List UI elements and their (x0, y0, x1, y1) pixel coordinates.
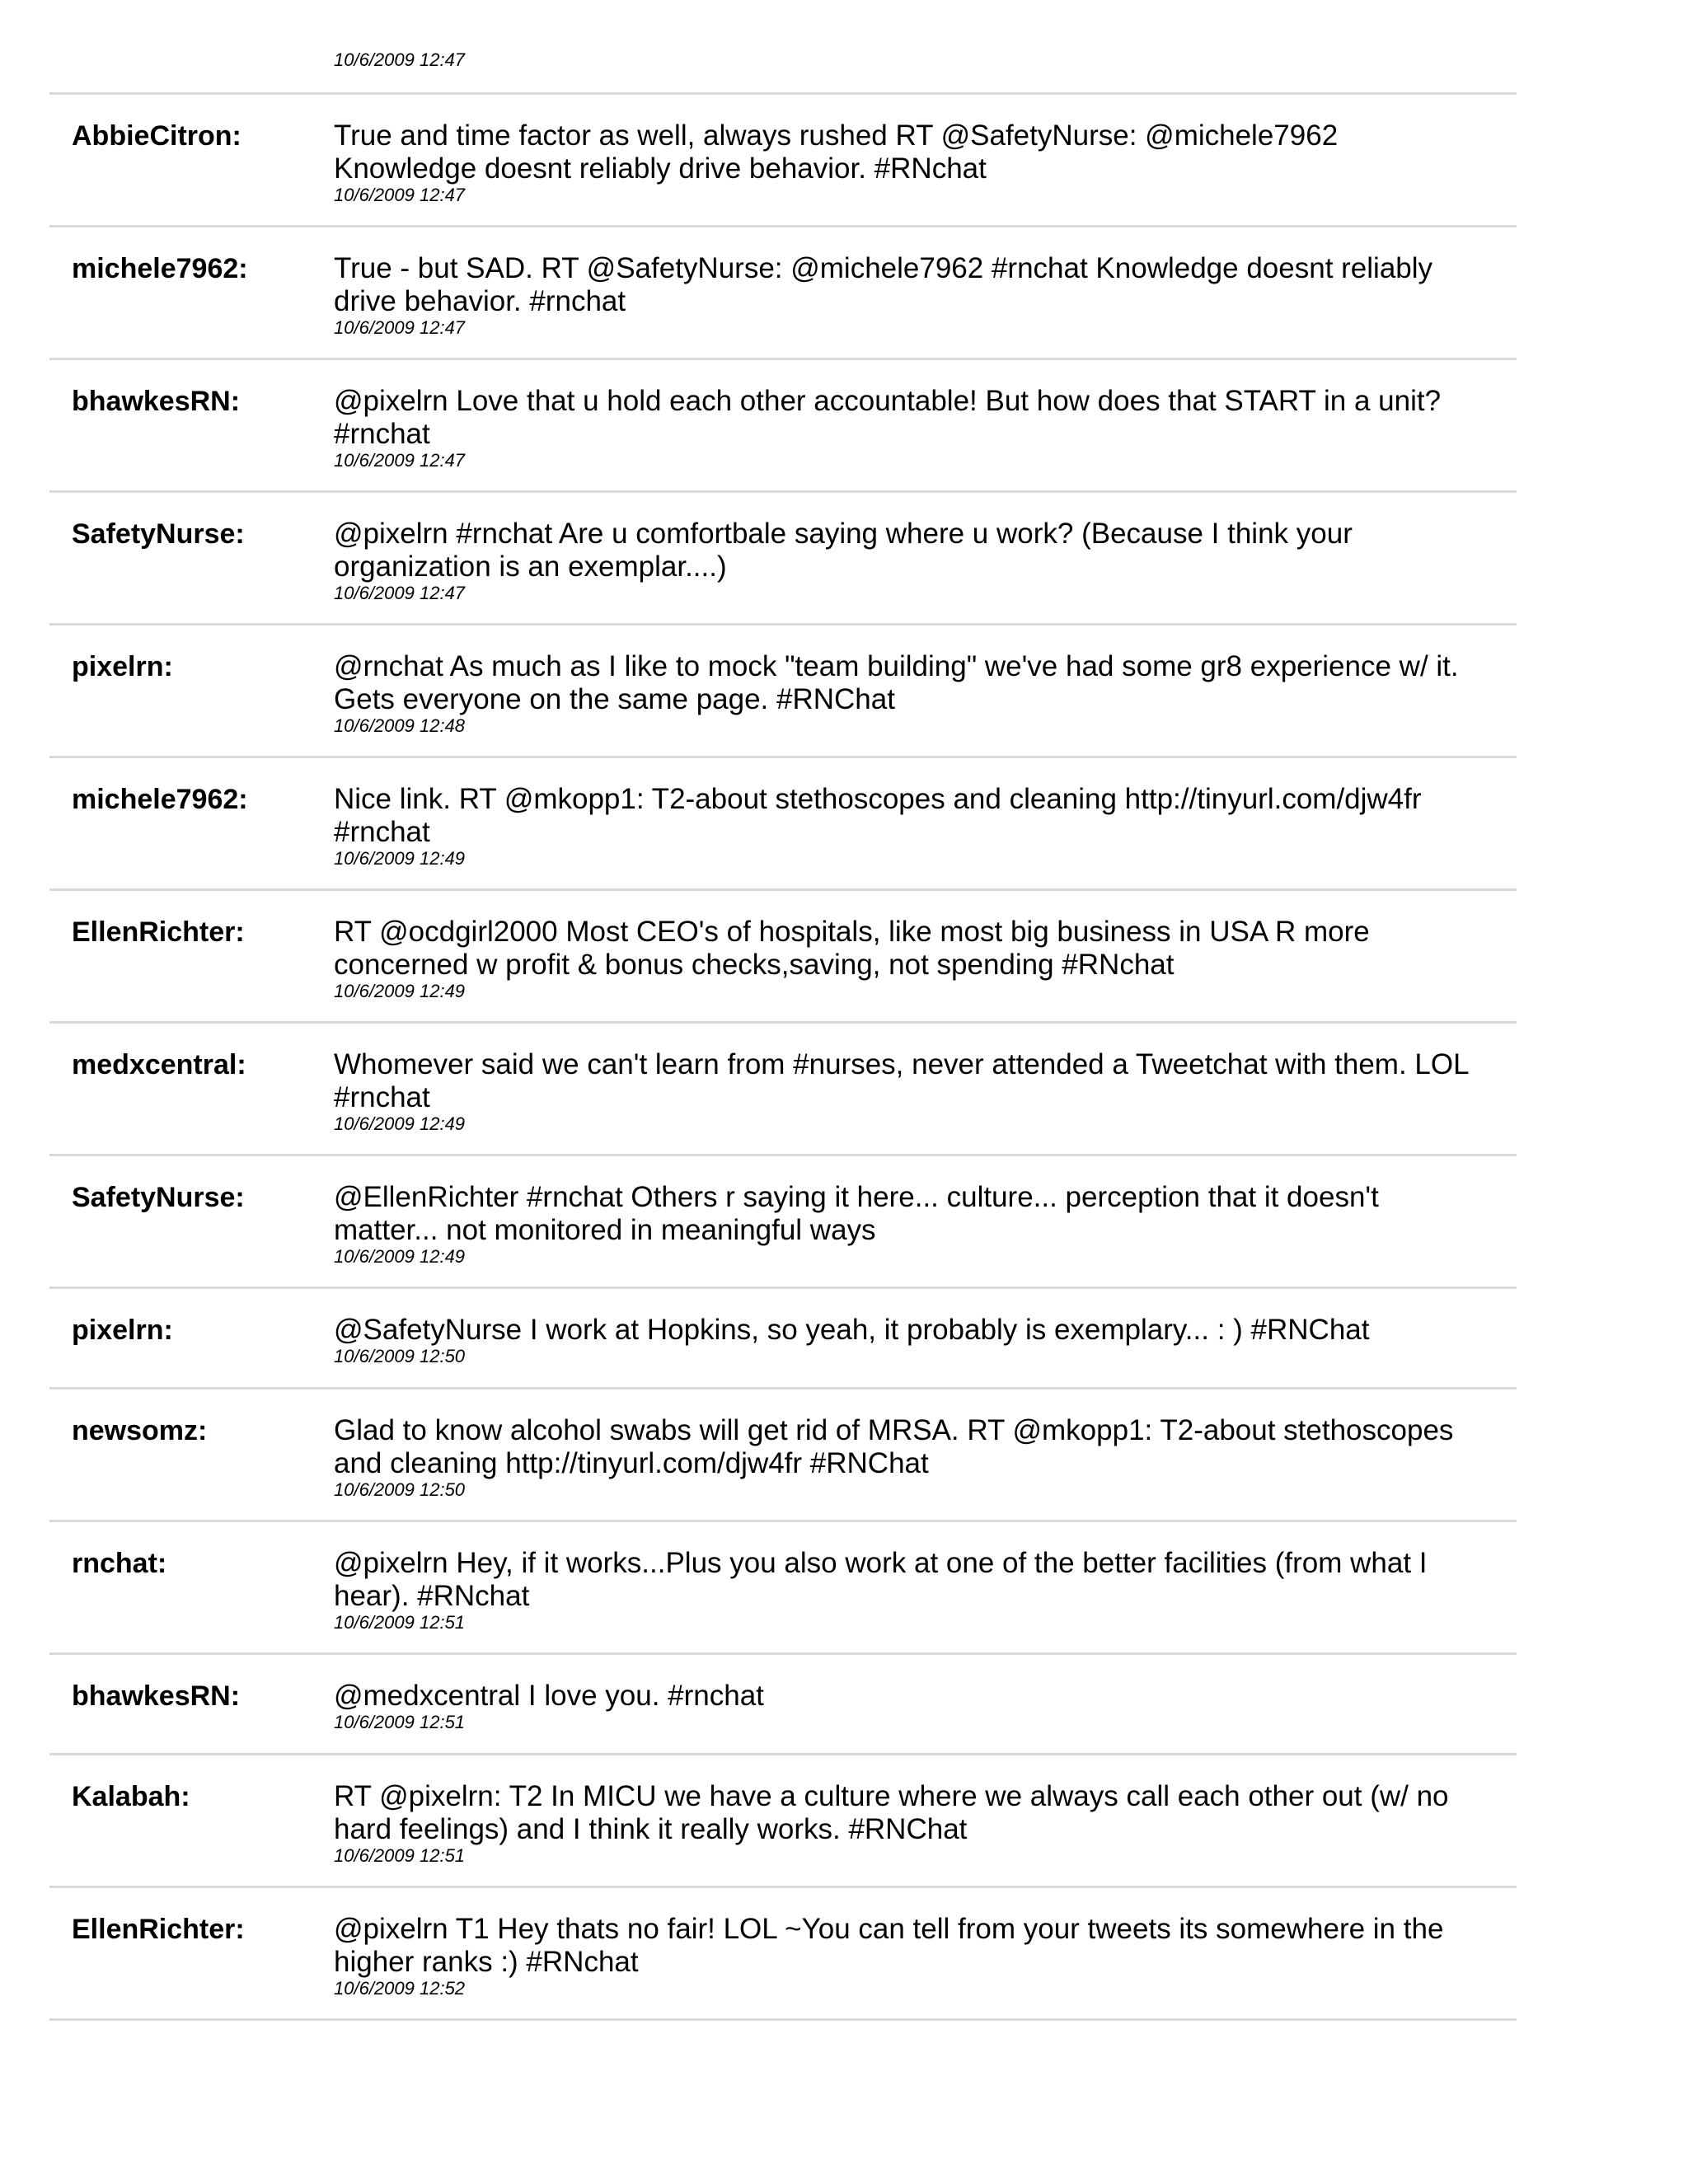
tweet-body (334, 1414, 1512, 1500)
tweet-text-line: @EllenRichter #rnchat Others r saying it here... culture... perception that it doesn't (334, 1181, 1379, 1213)
tweet-timestamp: 10/6/2009 12:47 (334, 317, 466, 338)
tweet-entry (49, 92, 1517, 227)
tweet-text-line: drive behavior. #rnchat (334, 285, 626, 317)
tweet-entry (49, 1387, 1517, 1522)
tweet-timestamp: 10/6/2009 12:50 (334, 1479, 466, 1500)
tweet-text-line: hard feelings) and I think it really works. #RNChat (334, 1813, 968, 1845)
tweet-text-line: Glad to know alcohol swabs will get rid of MRSA. RT @mkopp1: T2-about stethoscopes (334, 1414, 1454, 1446)
tweet-body (334, 385, 1512, 471)
tweet-text-line: True and time factor as well, always rushed RT @SafetyNurse: @michele7962 (334, 120, 1339, 152)
tweet-entry (49, 756, 1517, 891)
tweet-author: AbbieCitron: (72, 120, 241, 152)
tweet-text-line: Whomever said we can't learn from #nurses, never attended a Tweetchat with them. LOL (334, 1048, 1470, 1080)
tweet-body (334, 1780, 1512, 1866)
tweet-body (334, 1680, 1512, 1732)
tweet-author: EllenRichter: (72, 916, 245, 948)
tweet-text-line: @SafetyNurse I work at Hopkins, so yeah, it probably is exemplary... : ) #RNChat (334, 1314, 1370, 1346)
tweet-timestamp: 10/6/2009 12:47 (334, 583, 466, 603)
tweet-text-line: #rnchat (334, 816, 430, 848)
tweet-author: rnchat: (72, 1548, 167, 1579)
tweet-timestamp: 10/6/2009 12:52 (334, 1978, 466, 1999)
tweet-text-line: #rnchat (334, 1081, 430, 1113)
tweet-author: bhawkesRN: (72, 1680, 241, 1712)
tweet-author: pixelrn: (72, 651, 173, 682)
tweet-text-line: @pixelrn Love that u hold each other accountable! But how does that START in a unit? (334, 385, 1442, 417)
tweet-timestamp: 10/6/2009 12:49 (334, 1113, 466, 1134)
tweet-entry (49, 888, 1517, 1024)
tweet-author: bhawkesRN: (72, 386, 241, 417)
tweet-text-line: @pixelrn Hey, if it works...Plus you also work at one of the better facilities (from what I (334, 1547, 1428, 1579)
tweet-author: EllenRichter: (72, 1914, 245, 1945)
tweet-body (334, 916, 1512, 1001)
tweet-entry (49, 1520, 1517, 1655)
tweet-timestamp: 10/6/2009 12:50 (334, 1346, 466, 1366)
tweet-body (334, 783, 1512, 869)
tweet-text-line: @pixelrn T1 Hey thats no fair! LOL ~You can tell from your tweets its somewhere in the (334, 1913, 1444, 1945)
tweet-author: medxcentral: (72, 1049, 246, 1080)
tweet-body (334, 1048, 1512, 1134)
tweet-entry (49, 1286, 1517, 1390)
tweet-timestamp: 10/6/2009 12:51 (334, 1612, 466, 1633)
tweet-text-line: concerned w profit & bonus checks,saving, not spending #RNchat (334, 949, 1175, 981)
tweet-timestamp: 10/6/2009 12:49 (334, 1246, 466, 1267)
tweet-text-line: Nice link. RT @mkopp1: T2-about stethoscopes and cleaning http://tinyurl.com/djw4fr (334, 783, 1422, 815)
tweet-timestamp: 10/6/2009 12:49 (334, 848, 466, 869)
tweet-entry (49, 1154, 1517, 1289)
tweet-body (334, 120, 1512, 205)
tweet-author: newsomz: (72, 1415, 208, 1446)
timestamp: 10/6/2009 12:47 (334, 49, 466, 70)
tweet-text-line: RT @ocdgirl2000 Most CEO's of hospitals, like most big business in USA R more (334, 916, 1370, 948)
tweet-body (334, 518, 1512, 603)
tweet-entry (49, 490, 1517, 626)
tweet-text-line: Gets everyone on the same page. #RNChat (334, 683, 895, 715)
tweet-timestamp: 10/6/2009 12:47 (334, 450, 466, 471)
tweet-text-line: @rnchat As much as I like to mock "team building" we've had some gr8 experience w/ it. (334, 650, 1459, 682)
tweet-entry (49, 1652, 1517, 1755)
tweet-text-line: higher ranks :) #RNchat (334, 1946, 639, 1978)
tweet-text-line: and cleaning http://tinyurl.com/djw4fr #RNChat (334, 1447, 929, 1479)
tweet-text-line: Knowledge doesnt reliably drive behavior. #RNchat (334, 152, 987, 185)
tweet-text-line: RT @pixelrn: T2 In MICU we have a culture where we always call each other out (w/ no (334, 1780, 1449, 1812)
tweet-author: michele7962: (72, 253, 248, 284)
tweet-body (334, 1181, 1512, 1267)
tweet-body (334, 1547, 1512, 1633)
tweet-body (334, 1913, 1512, 1999)
tweet-body (334, 650, 1512, 736)
tweet-timestamp: 10/6/2009 12:51 (334, 1845, 466, 1866)
tweet-author: SafetyNurse: (72, 518, 245, 550)
tweet-text-line: hear). #RNchat (334, 1580, 530, 1612)
tweet-text-line: #rnchat (334, 418, 430, 450)
tweet-timestamp: 10/6/2009 12:47 (334, 185, 466, 205)
tweet-text-line: organization is an exemplar....) (334, 551, 727, 583)
tweet-text-line: @medxcentral I love you. #rnchat (334, 1680, 764, 1712)
tweet-author: Kalabah: (72, 1781, 190, 1812)
tweet-entry (49, 358, 1517, 493)
tweet-entry (49, 1021, 1517, 1156)
tweet-entry (49, 623, 1517, 758)
tweet-author: pixelrn: (72, 1315, 173, 1346)
tweet-timestamp: 10/6/2009 12:51 (334, 1712, 466, 1732)
tweet-body (334, 252, 1512, 338)
tweet-author: SafetyNurse: (72, 1182, 245, 1213)
tweet-timestamp: 10/6/2009 12:49 (334, 981, 466, 1001)
tweet-text-line: matter... not monitored in meaningful ways (334, 1214, 876, 1246)
tweet-text-line: True - but SAD. RT @SafetyNurse: @michele7962 #rnchat Knowledge doesnt reliably (334, 252, 1433, 284)
tweet-text-line: @pixelrn #rnchat Are u comfortbale saying where u work? (Because I think your (334, 518, 1353, 550)
tweet-author: michele7962: (72, 784, 248, 815)
tweet-body (334, 1314, 1512, 1366)
tweet-entry (49, 225, 1517, 360)
tweet-entry (49, 1886, 1517, 2021)
tweet-entry (49, 1753, 1517, 1888)
tweet-timestamp: 10/6/2009 12:48 (334, 715, 466, 736)
